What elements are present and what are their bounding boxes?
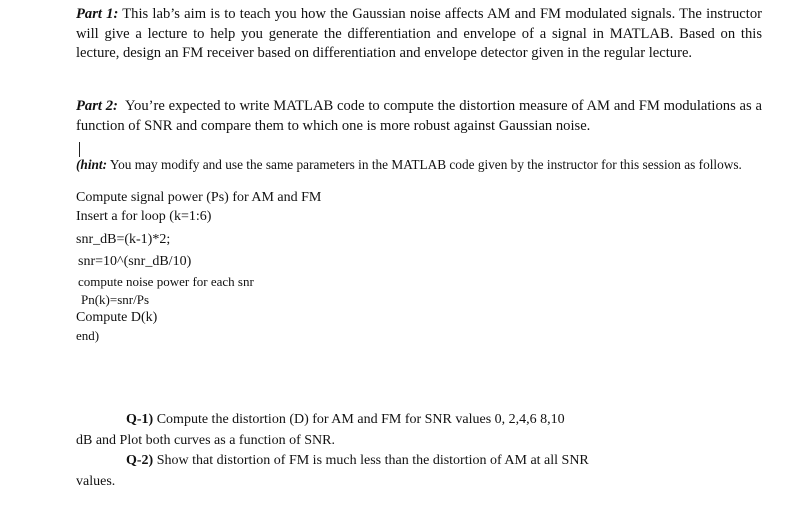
q1-label: Q-1) [126,412,154,427]
part2-label: Part 2: [76,98,118,114]
code-line: compute noise power for each snr [78,274,254,289]
code-line: snr_dB=(k-1)*2; [76,232,171,247]
code-line: Pn(k)=snr/Ps [81,292,150,307]
q1-text: Compute the distortion (D) for AM and FM for SNR values 0, 2,4,6 8,10 [156,412,565,427]
code-line: Compute D(k) [76,310,158,325]
text-cursor [79,142,80,157]
code-line: end) [76,328,100,343]
part1-label: Part 1: [76,6,119,22]
part2-text: You’re expected to write MATLAB code to compute the distortion measure of AM and FM modulations as a function of SNR and compare them to which one is more robust against Gaussian noise. [76,98,762,134]
hint-text: You may modify and use the same parameters in the MATLAB code given by the instructor for this session as follows. [109,157,742,172]
code-line: Insert a for loop (k=1:6) [76,209,212,224]
q2-text: Show that distortion of FM is much less than the distortion of AM at all SNR [156,453,589,468]
q2-label: Q-2) [126,453,154,468]
question-2 [126,451,726,470]
part2-paragraph [76,97,762,136]
hint-paragraph [76,156,764,173]
hint-label: (hint: [76,157,108,172]
code-line: snr=10^(snr_dB/10) [78,254,192,269]
part1-paragraph [76,5,762,64]
part1-text: This lab’s aim is to teach you how the Gaussian noise affects AM and FM modulated signals. The instructor will give a lecture to help you generate the differentiation and envelope of a signal in MATLAB. Based on this lecture, design an FM receiver based on differentiation and envelope detector given in the regular lecture. [76,6,762,61]
code-line: Compute signal power (Ps) for AM and FM [76,190,322,205]
question-1 [126,410,726,429]
question-2-continued: values. [76,474,116,489]
question-1-continued: dB and Plot both curves as a function of SNR. [76,433,335,448]
